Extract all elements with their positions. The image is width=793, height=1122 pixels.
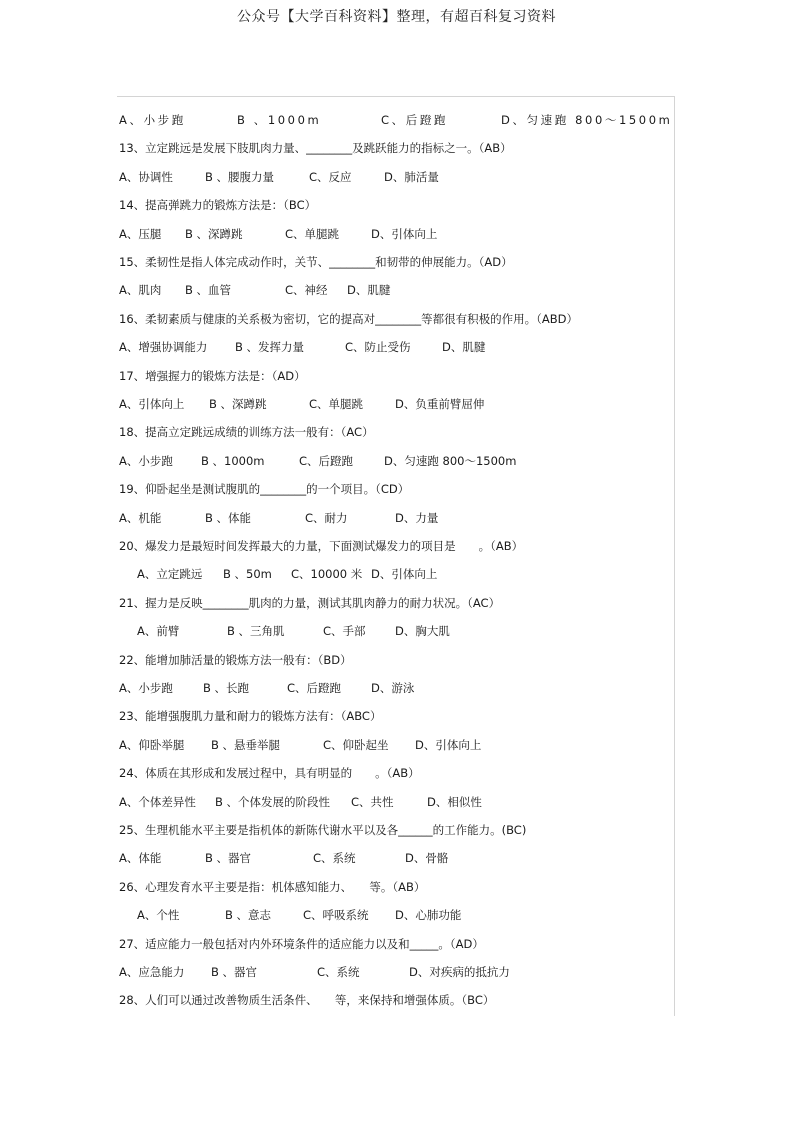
option-c: C、耐力 (305, 510, 348, 525)
question-text: 22、能增加肺活量的锻炼方法一般有：（BD） (119, 652, 352, 667)
option-b: B 、血管 (185, 283, 232, 298)
question-text: 24、体质在其形成和发展过程中，具有明显的 。（AB） (119, 766, 420, 781)
option-c: C、后蹬跑 (299, 453, 354, 468)
option-a: A、立定跳远 (137, 567, 203, 582)
question-text: 28、人们可以通过改善物质生活条件、 等，来保持和增强体质。（BC） (119, 993, 495, 1008)
option-a: A、机能 (119, 510, 162, 525)
option-c: C、防止受伤 (345, 340, 411, 355)
option-c: C、神经 (285, 283, 328, 298)
option-d: D、匀速跑 800～1500m (501, 113, 673, 127)
option-b: B 、器官 (211, 965, 258, 979)
option-a: A、个性 (137, 908, 180, 923)
option-c: C、系统 (317, 965, 360, 979)
option-b: B 、深蹲跳 (209, 397, 267, 411)
question-text: 26、心理发育水平主要是指：机体感知能力、 等。（AB） (119, 879, 426, 894)
option-c: C、单腿跳 (285, 226, 340, 241)
option-c: C、后蹬跑 (287, 681, 342, 695)
question-text: 19、仰卧起坐是测试腹肌的________的一个项目。（CD） (119, 482, 410, 497)
option-a: A、应急能力 (119, 965, 185, 979)
question-text: 27、适应能力一般包括对内外环境条件的适应能力以及和_____。（AD） (119, 936, 484, 951)
question-text: 25、生理机能水平主要是指机体的新陈代谢水平以及各______的工作能力。(BC) (119, 823, 527, 837)
option-c: C、10000 米 (291, 567, 363, 582)
option-d: D、胸大肌 (395, 624, 450, 639)
option-d: D、力量 (395, 510, 439, 525)
option-c: C、反应 (309, 169, 352, 184)
option-b: B 、体能 (205, 510, 252, 525)
option-a: A、协调性 (119, 169, 173, 184)
option-a: A、引体向上 (119, 397, 185, 411)
option-c: C、后蹬跑 (381, 113, 449, 127)
option-d: D、骨骼 (405, 851, 449, 866)
option-d: D、负重前臂屈伸 (395, 397, 485, 411)
option-a: A、前臂 (137, 624, 180, 639)
option-a: A、仰卧举腿 (119, 737, 185, 752)
option-b: B 、意志 (225, 908, 272, 923)
option-b: B 、器官 (205, 851, 252, 866)
option-d: D、心肺功能 (395, 908, 462, 923)
option-d: D、相似性 (427, 794, 482, 809)
option-b: B 、悬垂举腿 (211, 737, 281, 752)
option-a: A、个体差异性 (119, 794, 196, 809)
option-b: B 、发挥力量 (235, 340, 305, 355)
option-c: C、共性 (351, 794, 394, 809)
option-d: D、引体向上 (415, 737, 482, 752)
document-body (117, 96, 675, 1016)
question-text: 15、柔韧性是指人体完成动作时，关节、________和韧带的伸展能力。（AD） (119, 255, 513, 269)
option-d: D、对疾病的抵抗力 (409, 965, 510, 979)
option-b: B 、三角肌 (227, 624, 285, 639)
option-c: C、系统 (313, 851, 356, 866)
option-b: B 、1000m (201, 453, 265, 468)
question-text: 23、能增强腹肌力量和耐力的锻炼方法有：（ABC） (119, 709, 382, 724)
question-text: 17、增强握力的锻炼方法是：（AD） (119, 368, 306, 383)
option-a: A、小步跑 (119, 113, 186, 127)
question-text: 16、柔韧素质与健康的关系极为密切，它的提高对________等都很有积极的作用。（ABD） (119, 311, 578, 326)
option-a: A、压腿 (119, 226, 162, 241)
option-d: D、肌腱 (347, 283, 391, 298)
page-header: 公众号【大学百科资料】整理，有超百科复习资料 (237, 9, 556, 25)
option-c: C、单腿跳 (309, 397, 364, 411)
option-d: D、肌腱 (442, 340, 486, 355)
question-text: 21、握力是反映________肌肉的力量，测试其肌肉静力的耐力状况。（AC） (119, 595, 501, 610)
option-b: B 、个体发展的阶段性 (215, 794, 331, 809)
option-c: C、呼吸系统 (303, 908, 369, 923)
option-d: D、引体向上 (371, 226, 438, 241)
option-a: A、体能 (119, 851, 162, 866)
option-a: A、小步跑 (119, 453, 173, 468)
question-text: 14、提高弹跳力的锻炼方法是：（BC） (119, 198, 317, 213)
question-text: 20、爆发力是最短时间发挥最大的力量，下面测试爆发力的项目是 。（AB） (119, 539, 524, 553)
option-a: A、小步跑 (119, 681, 173, 695)
option-b: B 、腰腹力量 (205, 169, 275, 184)
option-a: A、增强协调能力 (119, 340, 208, 355)
option-d: D、肺活量 (384, 169, 439, 184)
option-b: B 、50m (223, 567, 272, 582)
option-b: B 、1000m (237, 113, 322, 127)
option-a: A、肌肉 (119, 283, 162, 298)
option-b: B 、长跑 (203, 681, 250, 695)
question-text: 13、立定跳远是发展下肢肌肉力量、________及跳跃能力的指标之一。（AB） (119, 141, 512, 156)
option-d: D、引体向上 (371, 567, 438, 582)
question-text: 18、提高立定跳远成绩的训练方法一般有：（AC） (119, 425, 374, 440)
option-b: B 、深蹲跳 (185, 226, 243, 241)
option-c: C、仰卧起坐 (323, 737, 389, 752)
option-c: C、手部 (323, 624, 366, 639)
option-d: D、游泳 (371, 681, 415, 695)
option-d: D、匀速跑 800～1500m (384, 453, 517, 468)
